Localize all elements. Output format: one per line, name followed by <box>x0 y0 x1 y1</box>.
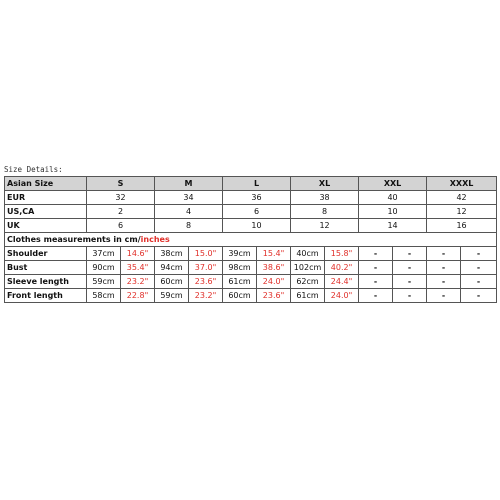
conversion-cell: 42 <box>427 191 497 205</box>
inch-cell: 40.2" <box>325 261 359 275</box>
cm-cell: - <box>359 289 393 303</box>
inch-cell: - <box>461 247 497 261</box>
inch-cell: 23.6" <box>189 275 223 289</box>
conversion-cell: 10 <box>223 219 291 233</box>
row-label: Bust <box>5 261 87 275</box>
row-label: US,CA <box>5 205 87 219</box>
inch-cell: - <box>393 289 427 303</box>
inch-cell: 15.4" <box>257 247 291 261</box>
measurement-row-shoulder <box>5 247 497 261</box>
inch-cell: 15.8" <box>325 247 359 261</box>
cm-cell: - <box>359 261 393 275</box>
size-details-caption: Size Details: <box>4 165 63 174</box>
inch-cell: 14.6" <box>121 247 155 261</box>
inch-cell: - <box>461 289 497 303</box>
inch-cell: - <box>461 275 497 289</box>
conversion-row-eur <box>5 191 497 205</box>
inch-cell: 22.8" <box>121 289 155 303</box>
cm-cell: 39cm <box>223 247 257 261</box>
conversion-cell: 32 <box>87 191 155 205</box>
conversion-cell: 40 <box>359 191 427 205</box>
inch-cell: - <box>393 275 427 289</box>
size-header-xl: XL <box>291 177 359 191</box>
measurements-title-inches: inches <box>140 235 170 244</box>
cm-cell: - <box>427 261 461 275</box>
cm-cell: - <box>359 275 393 289</box>
cm-cell: 40cm <box>291 247 325 261</box>
conversion-cell: 6 <box>87 219 155 233</box>
cm-cell: - <box>359 247 393 261</box>
cm-cell: 61cm <box>291 289 325 303</box>
cm-cell: 102cm <box>291 261 325 275</box>
conversion-cell: 34 <box>155 191 223 205</box>
cm-cell: 59cm <box>87 275 121 289</box>
conversion-cell: 8 <box>291 205 359 219</box>
header-row <box>5 177 497 191</box>
cm-cell: - <box>427 289 461 303</box>
inch-cell: 24.4" <box>325 275 359 289</box>
row-label: Shoulder <box>5 247 87 261</box>
conversion-cell: 12 <box>427 205 497 219</box>
conversion-cell: 38 <box>291 191 359 205</box>
inch-cell: 24.0" <box>257 275 291 289</box>
cm-cell: 61cm <box>223 275 257 289</box>
conversion-cell: 16 <box>427 219 497 233</box>
conversion-cell: 6 <box>223 205 291 219</box>
conversion-cell: 8 <box>155 219 223 233</box>
conversion-cell: 4 <box>155 205 223 219</box>
size-header-xxl: XXL <box>359 177 427 191</box>
inch-cell: 37.0" <box>189 261 223 275</box>
cm-cell: 62cm <box>291 275 325 289</box>
row-label: Sleeve length <box>5 275 87 289</box>
conversion-cell: 2 <box>87 205 155 219</box>
inch-cell: 23.6" <box>257 289 291 303</box>
conversion-cell: 36 <box>223 191 291 205</box>
inch-cell: 38.6" <box>257 261 291 275</box>
conversion-row-uk <box>5 219 497 233</box>
cm-cell: 37cm <box>87 247 121 261</box>
conversion-cell: 10 <box>359 205 427 219</box>
size-header-s: S <box>87 177 155 191</box>
conversion-cell: 12 <box>291 219 359 233</box>
measurements-title-row <box>5 233 497 247</box>
row-label: EUR <box>5 191 87 205</box>
row-label: Front length <box>5 289 87 303</box>
measurement-row-bust <box>5 261 497 275</box>
inch-cell: - <box>461 261 497 275</box>
size-header-xxxl: XXXL <box>427 177 497 191</box>
cm-cell: 38cm <box>155 247 189 261</box>
size-header-l: L <box>223 177 291 191</box>
cm-cell: - <box>427 275 461 289</box>
cm-cell: 98cm <box>223 261 257 275</box>
inch-cell: 15.0" <box>189 247 223 261</box>
inch-cell: - <box>393 261 427 275</box>
measurements-title-prefix: Clothes measurements in cm/ <box>7 235 141 244</box>
size-chart-table <box>4 176 497 303</box>
inch-cell: 23.2" <box>121 275 155 289</box>
inch-cell: - <box>393 247 427 261</box>
row-label: UK <box>5 219 87 233</box>
size-header-m: M <box>155 177 223 191</box>
measurement-row-sleeve-length <box>5 275 497 289</box>
conversion-row-us-ca <box>5 205 497 219</box>
asian-size-label: Asian Size <box>5 177 87 191</box>
cm-cell: 60cm <box>223 289 257 303</box>
inch-cell: 24.0" <box>325 289 359 303</box>
cm-cell: 59cm <box>155 289 189 303</box>
inch-cell: 35.4" <box>121 261 155 275</box>
cm-cell: 94cm <box>155 261 189 275</box>
cm-cell: - <box>427 247 461 261</box>
inch-cell: 23.2" <box>189 289 223 303</box>
cm-cell: 60cm <box>155 275 189 289</box>
measurements-title <box>5 233 497 247</box>
cm-cell: 58cm <box>87 289 121 303</box>
conversion-cell: 14 <box>359 219 427 233</box>
cm-cell: 90cm <box>87 261 121 275</box>
measurement-row-front-length <box>5 289 497 303</box>
